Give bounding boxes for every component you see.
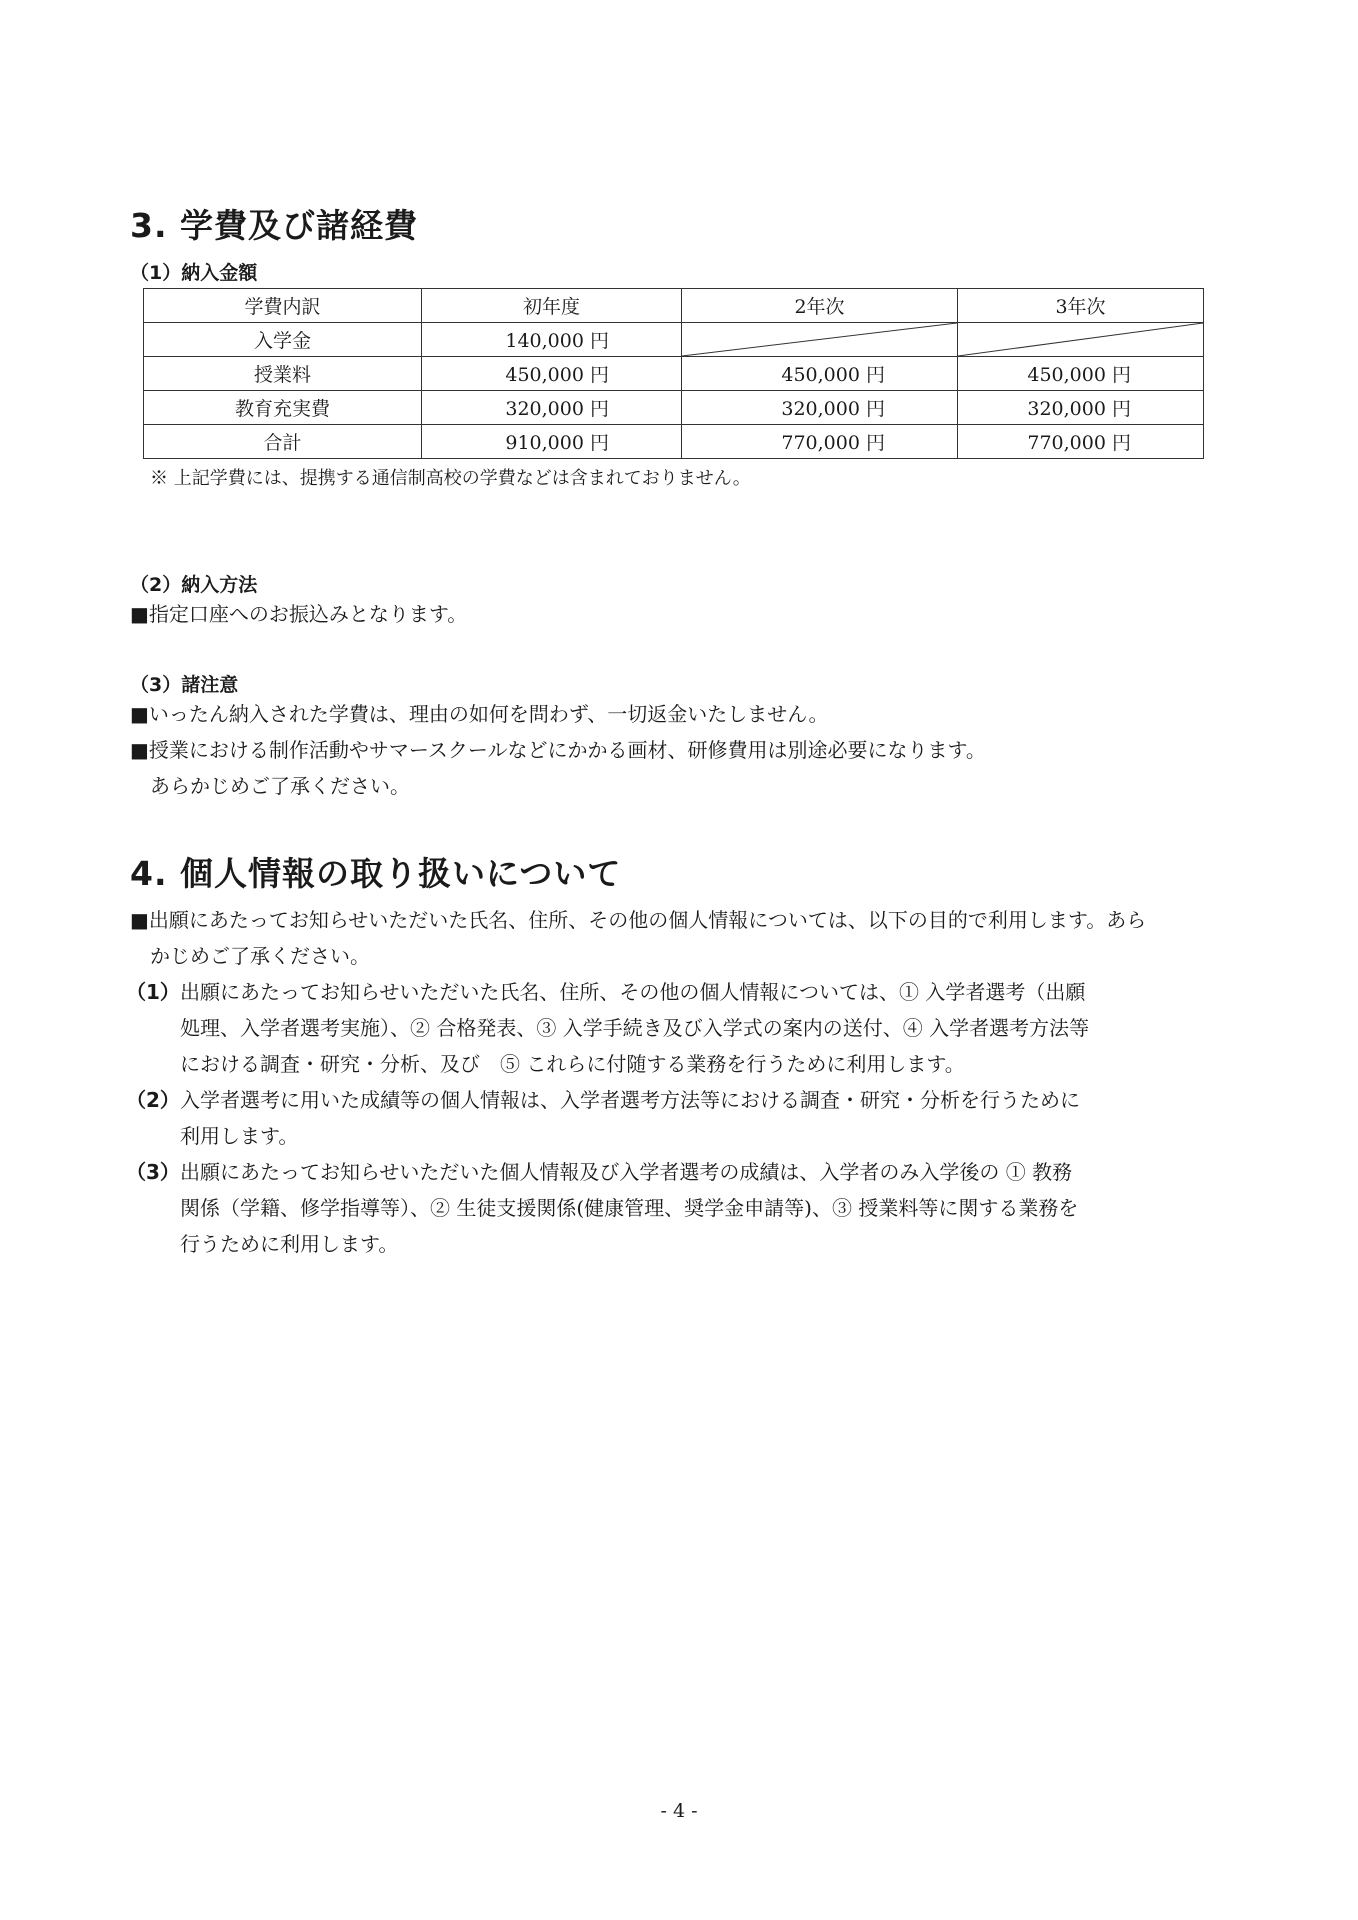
privacy-intro-text: かじめご了承ください。	[150, 944, 370, 968]
table-row	[144, 323, 1204, 357]
privacy-item-text: 処理、入学者選考実施）、② 合格発表、③ 入学手続き及び入学式の案内の送付、④ 入学者選考方法等	[180, 1016, 1090, 1040]
diagonal-slash-icon	[682, 323, 957, 356]
table-cell-label: 授業料	[144, 357, 422, 391]
table-cell-amount: 450,000 円	[422, 357, 682, 391]
table-cell-amount: 320,000 円	[422, 391, 682, 425]
subsection-1-title: （1）納入金額	[130, 262, 258, 284]
section-3-title: 3. 学費及び諸経費	[130, 206, 418, 245]
fee-table	[143, 288, 1204, 459]
privacy-item-number: （1）	[126, 980, 180, 1004]
table-header-row	[144, 289, 1204, 323]
table-cell-amount: 140,000 円	[422, 323, 682, 357]
payment-method-text: ■指定口座へのお振込みとなります。	[130, 602, 468, 626]
table-cell-not-applicable	[958, 323, 1204, 357]
privacy-item-number: （2）	[126, 1088, 180, 1112]
table-cell-label: 教育充実費	[144, 391, 422, 425]
table-cell-amount: 320,000 円	[682, 391, 958, 425]
table-cell-amount: 910,000 円	[422, 425, 682, 459]
table-header-cell: 2年次	[682, 289, 958, 323]
table-row-total	[144, 425, 1204, 459]
fee-note: ※ 上記学費には、提携する通信制高校の学費などは含まれておりません。	[150, 468, 751, 489]
privacy-intro-text: ■出願にあたってお知らせいただいた氏名、住所、その他の個人情報については、以下の目的で利用します。あら	[130, 908, 1147, 932]
table-cell-amount: 450,000 円	[958, 357, 1204, 391]
subsection-3-title: （3）諸注意	[130, 674, 239, 696]
table-cell-label: 入学金	[144, 323, 422, 357]
table-cell-amount: 320,000 円	[958, 391, 1204, 425]
caution-text: ■授業における制作活動やサマースクールなどにかかる画材、研修費用は別途必要になります。	[130, 738, 986, 762]
diagonal-slash-icon	[958, 323, 1203, 356]
table-header-cell: 3年次	[958, 289, 1204, 323]
table-row	[144, 391, 1204, 425]
subsection-2-title: （2）納入方法	[130, 574, 258, 596]
table-header-cell: 初年度	[422, 289, 682, 323]
caution-text: ■いったん納入された学費は、理由の如何を問わず、一切返金いたしません。	[130, 702, 829, 726]
privacy-item-text: 入学者選考に用いた成績等の個人情報は、入学者選考方法等における調査・研究・分析を行うために	[180, 1088, 1080, 1112]
page-number: - 4 -	[660, 1800, 698, 1822]
privacy-item-text: 出願にあたってお知らせいただいた個人情報及び入学者選考の成績は、入学者のみ入学後の ① 教務	[180, 1160, 1073, 1184]
privacy-item-text: 行うために利用します。	[180, 1232, 399, 1256]
table-cell-label: 合計	[144, 425, 422, 459]
caution-text: あらかじめご了承ください。	[150, 774, 410, 798]
table-header-cell: 学費内訳	[144, 289, 422, 323]
table-cell-amount: 770,000 円	[682, 425, 958, 459]
table-row	[144, 357, 1204, 391]
privacy-item-text: 利用します。	[180, 1124, 299, 1148]
privacy-item-text: における調査・研究・分析、及び ⑤ これらに付随する業務を行うために利用します。	[180, 1052, 965, 1076]
privacy-item-number: （3）	[126, 1160, 180, 1184]
section-4-title: 4. 個人情報の取り扱いについて	[130, 854, 622, 893]
privacy-item-text: 関係（学籍、修学指導等）、② 生徒支援関係(健康管理、奨学金申請等)、③ 授業料等に関する業務を	[180, 1196, 1079, 1220]
table-cell-amount: 450,000 円	[682, 357, 958, 391]
table-cell-not-applicable	[682, 323, 958, 357]
table-cell-amount: 770,000 円	[958, 425, 1204, 459]
privacy-item-text: 出願にあたってお知らせいただいた氏名、住所、その他の個人情報については、① 入学者選考（出願	[180, 980, 1086, 1004]
